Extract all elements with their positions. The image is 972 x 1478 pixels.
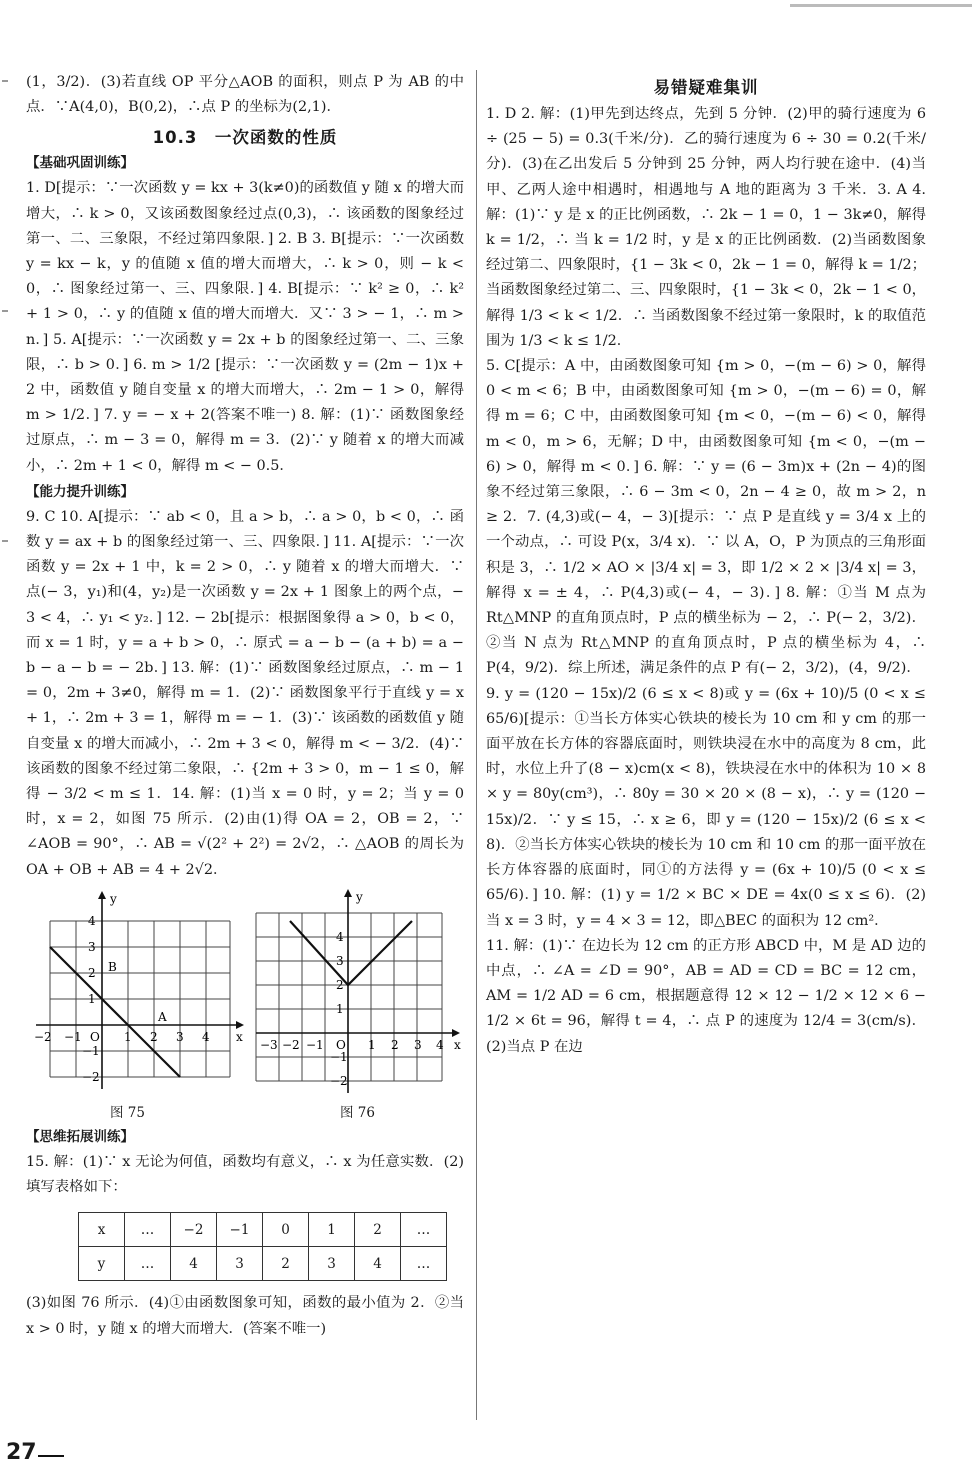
table-cell: 2	[263, 1247, 309, 1281]
x-tick: 2	[391, 1037, 399, 1052]
y-tick: 1	[336, 1001, 344, 1016]
origin-label: O	[336, 1037, 346, 1052]
section-heading-10-3: 10.3 一次函数的性质	[152, 128, 338, 148]
figure-75	[30, 889, 242, 1103]
table-cell: …	[401, 1247, 447, 1281]
table-cell: x	[79, 1213, 125, 1247]
y-tick: −1	[330, 1049, 348, 1064]
left-edge-mark	[2, 310, 8, 312]
answers-1-4: 1. D 2. 解：(1)甲先到达终点，先到 5 分钟．(2)甲的骑行速度为 6 ÷ (25 − 5) = 0.3(千米/分)．乙的骑行速度为 6 ÷ 30 = 0.2(千米/分)．(3)在乙出发后 5 分钟到 25 分钟，两人均行驶在途中．(4)当甲、乙两人途中相遇时，相遇地与 A 地的距离为 3 千米．3. A 4. 解：(1)∵ y 是 x 的正比例函数，∴ 2k − 1 = 0，1 − 3k≠0，解得 k = 1/2，∴ 当 k = 1/2 时，y 是 x 的正比例函数．(2)当函数图象经过第二、四象限时，{1 − 3k < 0，2k − 1 = 0，解得 k = 1/2；当函数图象经过第二、三、四象限时，{1 − 3k < 0，2k − 1 < 0，解得 1/3 < k < 1/2．∴ 当函数图象不经过第一象限时，k 的取值范围为 1/3 < k ≤ 1/2．	[486, 106, 926, 349]
x-tick: −1	[306, 1037, 324, 1052]
value-table	[78, 1212, 447, 1281]
table-cell: 4	[171, 1247, 217, 1281]
left-edge-mark	[2, 80, 8, 82]
y-tick: −1	[82, 1043, 100, 1058]
table-cell: 0	[263, 1213, 309, 1247]
x-tick: −2	[282, 1037, 300, 1052]
ability-answers: 9. C 10. A[提示：∵ ab < 0，且 a > b，∴ a > 0，b < 0，∴ 函数 y = ax + b 的图象经过第一、三、四象限．] 11. A[提示：∵一次函数 y = 2x + 1 中，k = 2 > 0，∴ y 随着 x 的增大而增大．∵ 点(− 3，y₁)和(4，y₂)是一次函数 y = 2x + 1 图象上的两个点，− 3 < 4，∴ y₁ < y₂．] 12. − 2b[提示：根据图象得 a > 0，b < 0，而 x = 1 时，y = a + b > 0，∴ 原式 = a − b − (a + b) = a − b − a − b = − 2b．] 13. 解：(1)∵ 函数图象经过原点，∴ m − 1 = 0，2m + 3≠0，解得 m = 1．(2)∵ 函数图象平行于直线 y = x + 1，∴ 2m + 3 = 1，解得 m = − 1．(3)∵ 该函数的函数值 y 随自变量 x 的增大而减小，∴ 2m + 3 < 0，解得 m < − 3/2．(4)∵ 该函数的图象不经过第二象限，∴ {2m + 3 > 0，m − 1 ≤ 0，解得 − 3/2 < m ≤ 1．14. 解：(1)当 x = 0 时，y = 2；当 y = 0 时，x = 2，如图 75 所示．(2)由(1)得 OA = 2，OB = 2，∵ ∠AOB = 90°，∴ AB = √(2² + 2²) = 2√2，∴ △AOB 的周长为 OA + OB + AB = 4 + 2√2．	[26, 508, 464, 878]
x-axis-label: x	[454, 1037, 461, 1052]
answers-5-8: 5. C[提示：A 中，由函数图象可知 {m > 0，−(m − 6) > 0，解得 0 < m < 6；B 中，由函数图象可知 {m > 0，−(m − 6) = 0，解得 m = 6；C 中，由函数图象可知 {m < 0，−(m − 6) < 0，解得 m < 0，m > 6，无解；D 中，由函数图象可知 {m < 0，−(m − 6) > 0，解得 m < 0．] 6. 解：∵ y = (6 − 3m)x + (2n − 4)的图象不经过第三象限，∴ 6 − 3m < 0，2n − 4 ≥ 0，故 m > 2，n ≥ 2．7. (4,3)或(− 4，− 3)[提示：∵ 点 P 是直线 y = 3/4 x 上的一个动点，∴ 可设 P(x，3/4 x)．∵ 以 A，O，P 为顶点的三角形面积是 3，∴ 1/2 × AO × |3/4 x| = 3，即 1/2 × 2 × |3/4 x| = 3，解得 x = ± 4，∴ P(4,3)或(− 4，− 3)．] 8. 解：①当 M 点为 Rt△MNP 的直角顶点时，P 点的横坐标为 − 2，∴ P(− 2，3/2)．②当 N 点为 Rt△MNP 的直角顶点时，P 点的横坐标为 4，∴ P(4，9/2)．综上所述，满足条件的点 P 有(− 2，3/2)，(4，9/2)．	[486, 358, 926, 677]
x-tick: 4	[202, 1029, 210, 1044]
y-tick: −2	[82, 1069, 100, 1084]
y-tick: 1	[88, 991, 96, 1006]
basic-answers: 1. D[提示：∵一次函数 y = kx + 3(k≠0)的函数值 y 随 x 的增大而增大，∴ k > 0，又该函数图象经过点(0,3)，∴ 该函数的图象经过第一、二、三象限，不经过第四象限．] 2. B 3. B[提示：∵一次函数 y = kx − k，y 的值随 x 值的增大而增大，∴ k > 0，则 − k < 0，∴ 图象经过第一、三、四象限．] 4. B[提示：∵ k² ≥ 0，∴ k² + 1 > 0，∴ y 的值随 x 值的增大而增大．又∵ 3 > − 1，∴ m > n．] 5. A[提示：∵一次函数 y = 2x + b 的图象经过第一、二、三象限，∴ b > 0．] 6. m > 1/2 [提示：∵一次函数 y = (2m − 1)x + 2 中，函数值 y 随自变量 x 的增大而增大，∴ 2m − 1 > 0，解得 m > 1/2．] 7. y = − x + 2(答案不唯一) 8. 解：(1)∵ 函数图象经过原点，∴ m − 3 = 0，解得 m = 3．(2)∵ y 随着 x 的增大而减小，∴ 2m + 1 < 0，解得 m < − 0.5．	[26, 180, 464, 474]
y-tick: 4	[88, 913, 96, 928]
left-intro: (1，3/2)．(3)若直线 OP 平分△AOB 的面积，则点 P 为 AB 的中点．∵A(4,0)，B(0,2)，∴点 P 的坐标为(2,1)．	[26, 74, 464, 116]
answers-9-10: 9. y = (120 − 15x)/2 (6 ≤ x < 8)或 y = (6x + 10)/5 (0 < x ≤ 65/6)[提示：①当长方体实心铁块的棱长为 10 cm 和 y cm 的那一面平放在长方体的容器底面时，则铁块浸在水中的高度为 8 cm，此时，水位上升了(8 − x)cm(x < 8)，铁块浸在水中的体积为 10 × 8 × y = 80y(cm³)，∴ 80y = 30 × 20 × (8 − x)，∴ y = (120 − 15x)/2．∵ y ≤ 15，∴ x ≥ 6，即 y = (120 − 15x)/2 (6 ≤ x < 8)．②当长方体实心铁块的棱长为 10 cm 和 10 cm 的那一面平放在长方体容器的底面时，同①的方法得 y = (6x + 10)/5 (0 < x ≤ 65/6)．] 10. 解：(1) y = 1/2 × BC × DE = 4x(0 ≤ x ≤ 6)．(2)当 x = 3 时，y = 4 × 3 = 12，即△BEC 的面积为 12 cm²．	[486, 685, 926, 929]
x-tick: −2	[34, 1029, 52, 1044]
y-tick: 4	[336, 929, 344, 944]
x-tick: 1	[368, 1037, 376, 1052]
table-cell: 2	[355, 1213, 401, 1247]
x-tick: −1	[64, 1029, 82, 1044]
figure-75-graph	[30, 889, 242, 1099]
y-tick: 3	[336, 953, 344, 968]
extension-conclusion: (3)如图 76 所示．(4)①由函数图象可知，函数的最小值为 2．②当 x > 0 时，y 随 x 的增大而增大．(答案不唯一)	[26, 1295, 464, 1337]
x-tick: 2	[150, 1029, 158, 1044]
x-axis-label: x	[236, 1029, 243, 1044]
x-tick: 4	[436, 1037, 444, 1052]
table-cell: …	[125, 1213, 171, 1247]
page-number: 27	[6, 1440, 37, 1465]
x-tick: 1	[124, 1029, 132, 1044]
table-cell: −1	[217, 1213, 263, 1247]
extension-answers: 15. 解：(1)∵ x 无论为何值，函数均有意义，∴ x 为任意实数．(2)填写表格如下：	[26, 1153, 464, 1196]
section-heading-error-prone: 易错疑难集训	[653, 78, 759, 97]
table-cell: −2	[171, 1213, 217, 1247]
right-column	[486, 70, 926, 1060]
point-a-label: A	[158, 1009, 167, 1024]
figure-76-graph	[252, 889, 464, 1099]
figure-76-caption: 图 76	[340, 1104, 375, 1121]
table-cell: 3	[309, 1247, 355, 1281]
table-cell: 4	[355, 1247, 401, 1281]
section-title-ability: 【能力提升训练】	[26, 483, 134, 500]
table-row-x	[79, 1213, 447, 1247]
left-column	[26, 70, 464, 1342]
x-tick: −3	[260, 1037, 278, 1052]
y-tick: 2	[88, 965, 96, 980]
x-tick: 3	[414, 1037, 422, 1052]
figure-76	[252, 889, 464, 1103]
column-divider	[476, 70, 477, 1420]
y-tick: 3	[88, 939, 96, 954]
table-cell: 1	[309, 1213, 355, 1247]
section-title-extension: 【思维拓展训练】	[26, 1128, 134, 1145]
table-cell: 3	[217, 1247, 263, 1281]
y-axis-label: y	[110, 891, 117, 906]
page-number-dash	[38, 1455, 64, 1457]
origin-label: O	[90, 1029, 100, 1044]
answers-11: 11. 解：(1)∵ 在边长为 12 cm 的正方形 ABCD 中，M 是 AD 边的中点，∴ ∠A = ∠D = 90°，AB = AD = CD = BC = 12 cm，AM = 1/2 AD = 6 cm，根据题意得 12 × 12 − 1/2 × 12 × 6 − 1/2 × 6t = 96，解得 t = 4，∴ 点 P 的速度为 12/4 = 3(cm/s)．(2)当点 P 在边	[486, 937, 926, 1055]
figure-75-caption: 图 75	[110, 1104, 145, 1121]
x-tick: 3	[176, 1029, 184, 1044]
figures-row	[26, 889, 464, 1124]
table-cell: y	[79, 1247, 125, 1281]
table-cell: …	[125, 1247, 171, 1281]
section-title-basic: 【基础巩固训练】	[26, 155, 134, 172]
y-tick: −2	[330, 1073, 348, 1088]
top-edge-bar	[790, 4, 972, 7]
point-b-label: B	[108, 959, 117, 974]
table-cell: …	[401, 1213, 447, 1247]
table-row-y	[79, 1247, 447, 1281]
y-axis-label: y	[356, 889, 363, 904]
left-edge-mark	[2, 540, 8, 542]
y-tick: 2	[336, 977, 344, 992]
